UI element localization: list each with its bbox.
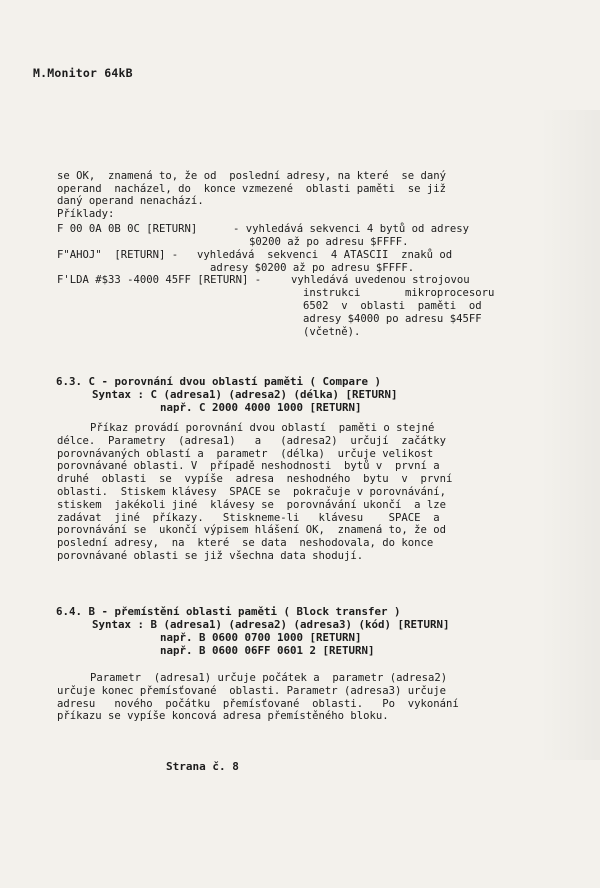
body-line: délce. Parametry (adresa1) a (adresa2) určují začátky bbox=[57, 434, 447, 447]
example-command: F'LDA #$33 -4000 45FF [RETURN] - bbox=[57, 274, 262, 286]
page-number: Strana č. 8 bbox=[166, 760, 239, 773]
section-compare-syntax: Syntax : C (adresa1) (adresa2) (délka) [RETURN] bbox=[92, 388, 398, 401]
section-block-syntax: Syntax : B (adresa1) (adresa2) (adresa3) (kód) [RETURN] bbox=[92, 618, 450, 631]
body-line: porovnávaných oblastí a parametr (délka) určuje velikost bbox=[57, 447, 434, 460]
section-compare-example: např. C 2000 4000 1000 [RETURN] bbox=[160, 401, 362, 414]
body-line: určuje konec přemísťované oblasti. Parametr (adresa3) určuje bbox=[57, 684, 447, 697]
example-desc: (včetně). bbox=[303, 326, 361, 338]
intro-line: se OK, znamená to, že od poslední adresy, na které se daný bbox=[57, 170, 447, 182]
section-block-title: 6.4. B - přemístění oblasti paměti ( Block transfer ) bbox=[56, 605, 401, 618]
section-block-example-2: např. B 0600 06FF 0601 2 [RETURN] bbox=[160, 644, 375, 657]
section-block-example-1: např. B 0600 0700 1000 [RETURN] bbox=[160, 631, 362, 644]
body-line: druhé oblasti se vypíše adresa neshodného bytu v první bbox=[57, 473, 453, 486]
body-line: stiskem jakékoli jiné klávesy se porovnávání ukončí a lze bbox=[57, 498, 447, 511]
section-compare-title: 6.3. C - porovnání dvou oblastí paměti ( Compare ) bbox=[56, 375, 382, 388]
body-line: adresu nového počátku přemísťované oblasti. Po vykonání bbox=[57, 697, 459, 710]
intro-line: operand nacházel, do konce vzmezené oblasti paměti se již bbox=[57, 182, 447, 195]
body-line: zadávat jiné příkazy. Stiskneme-li klávesu SPACE a bbox=[57, 511, 440, 524]
page-header: M.Monitor 64kB bbox=[33, 66, 133, 80]
body-line: Příkaz provádí porovnání dvou oblastí paměti o stejné bbox=[90, 422, 435, 434]
example-desc: vyhledává sekvenci 4 ATASCII znaků od bbox=[197, 249, 453, 261]
example-desc: adresy $4000 po adresu $45FF bbox=[303, 313, 482, 325]
body-line: porovnávané oblasti. V případě neshodnosti bytů v první a bbox=[57, 460, 440, 473]
example-command: F 00 0A 0B 0C [RETURN] bbox=[57, 223, 198, 235]
example-command: F"AHOJ" [RETURN] - bbox=[57, 249, 179, 261]
example-desc: 6502 v oblasti paměti od bbox=[303, 300, 482, 312]
body-line: porovnávání se ukončí výpisem hlášení OK, znamená to, že od bbox=[57, 524, 447, 537]
section-block-body bbox=[57, 672, 459, 723]
example-desc: - vyhledává sekvenci 4 bytů od adresy bbox=[233, 223, 469, 235]
example-desc: vyhledává uvedenou strojovou bbox=[291, 274, 470, 286]
examples-label: Příklady: bbox=[57, 207, 115, 220]
example-desc: instrukci mikroprocesoru bbox=[303, 287, 495, 299]
example-desc: adresy $0200 až po adresu $FFFF. bbox=[210, 262, 415, 274]
show-through-shadow bbox=[540, 110, 600, 760]
body-line: oblasti. Stiskem klávesy SPACE se pokračuje v porovnávání, bbox=[57, 485, 447, 498]
example-desc: $0200 až po adresu $FFFF. bbox=[249, 236, 409, 248]
section-compare-body bbox=[57, 422, 452, 563]
body-line: Parametr (adresa1) určuje počátek a parametr (adresa2) bbox=[90, 672, 448, 684]
intro-line: daný operand nenachází. bbox=[57, 195, 204, 208]
body-line: příkazu se vypíše koncová adresa přemístěného bloku. bbox=[57, 710, 389, 723]
body-line: poslední adresy, na které se data neshodovala, do konce bbox=[57, 537, 434, 550]
body-line: porovnávané oblasti se již všechna data shodují. bbox=[57, 549, 364, 562]
intro-paragraph bbox=[57, 170, 446, 220]
